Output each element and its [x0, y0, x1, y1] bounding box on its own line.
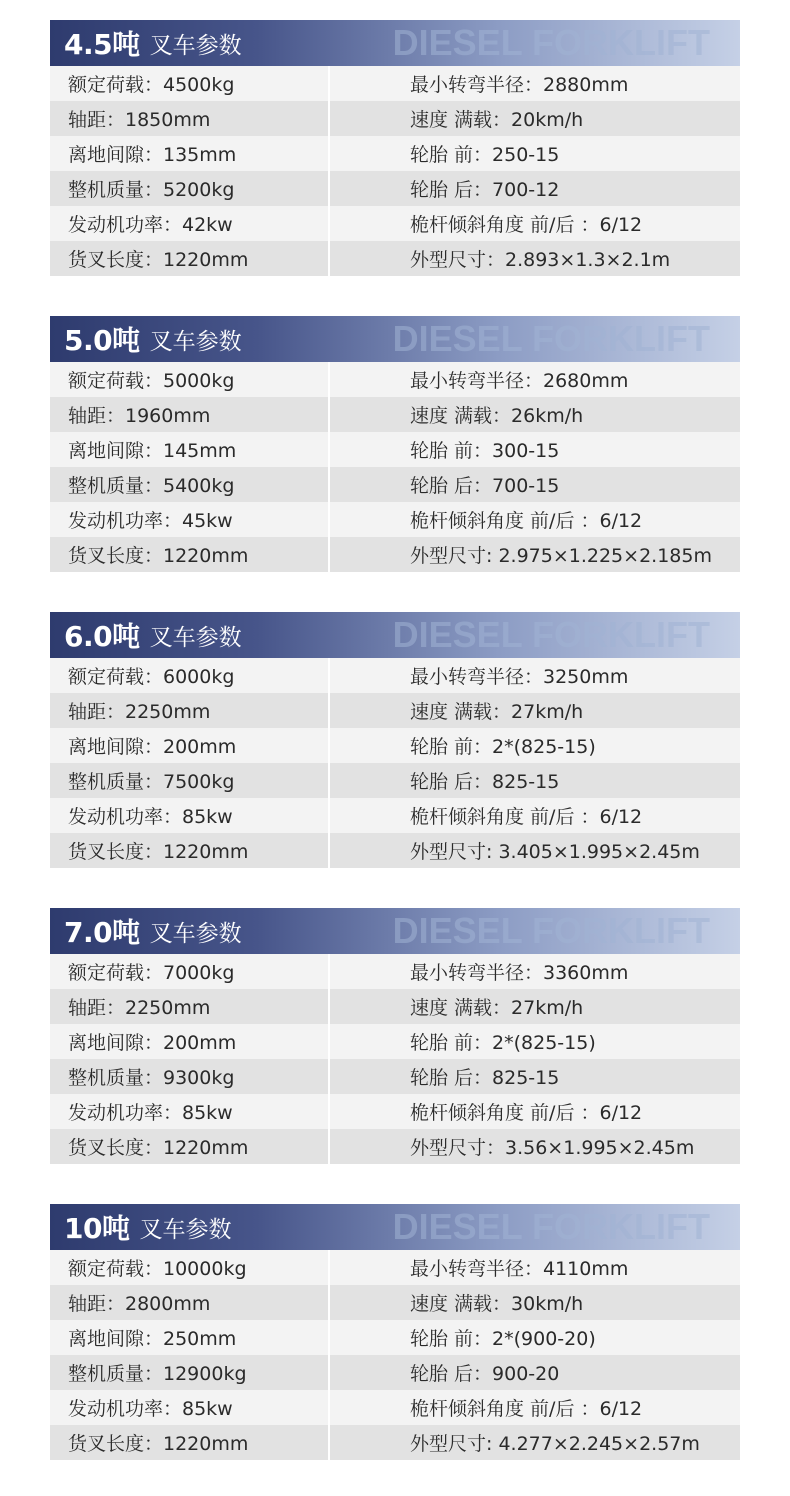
- spec-cell-right: 桅杆倾斜角度 前/后 ：6/12: [410, 1102, 643, 1124]
- header-tonnage: 10吨: [64, 1212, 130, 1245]
- spec-row: [50, 241, 740, 276]
- spec-cell-left: 整机质量：7500kg: [50, 763, 330, 798]
- spec-cell-left: 轴距：2800mm: [50, 1285, 330, 1320]
- spec-cell-left: 离地间隙：200mm: [50, 728, 330, 763]
- spec-row: [50, 1390, 740, 1425]
- spec-row: [50, 206, 740, 241]
- spec-cell-left: 货叉长度：1220mm: [50, 537, 330, 572]
- spec-cell-left: 轴距：2250mm: [50, 989, 330, 1024]
- header-title: [64, 316, 242, 362]
- spec-cell-right: 桅杆倾斜角度 前/后 ：6/12: [410, 806, 643, 828]
- spec-row: [50, 101, 740, 136]
- spec-row: [50, 66, 740, 101]
- spec-row: [50, 502, 740, 537]
- header-tonnage: 6.0吨: [64, 620, 140, 653]
- spec-row: [50, 397, 740, 432]
- spec-row: [50, 362, 740, 397]
- spec-block-7-0t: [50, 908, 740, 1164]
- spec-cell-right: 桅杆倾斜角度 前/后 ：6/12: [410, 214, 643, 236]
- header-title: [64, 908, 242, 954]
- header-watermark: DIESEL FORKLIFT: [392, 1206, 710, 1247]
- spec-block-6-0t: [50, 612, 740, 868]
- spec-cell-left: 货叉长度：1220mm: [50, 241, 330, 276]
- spec-cell-right: 速度 满载：30km/h: [410, 1293, 584, 1315]
- spec-cell-right: 速度 满载：26km/h: [410, 405, 584, 427]
- spec-header: [50, 908, 740, 954]
- spec-row: [50, 1425, 740, 1460]
- header-tonnage: 5.0吨: [64, 324, 140, 357]
- spec-cell-right: 轮胎 前：250-15: [410, 144, 560, 166]
- spec-cell-right: 最小转弯半径：4110mm: [410, 1258, 629, 1280]
- spec-header: [50, 20, 740, 66]
- spec-rows: [50, 362, 740, 572]
- spec-rows: [50, 658, 740, 868]
- spec-cell-left: 货叉长度：1220mm: [50, 1425, 330, 1460]
- spec-row: [50, 467, 740, 502]
- spec-block-5-0t: [50, 316, 740, 572]
- spec-row: [50, 1094, 740, 1129]
- spec-cell-left: 货叉长度：1220mm: [50, 833, 330, 868]
- spec-cell-right: 速度 满载：20km/h: [410, 109, 584, 131]
- spec-cell-left: 发动机功率：85kw: [50, 1094, 330, 1129]
- header-watermark: DIESEL FORKLIFT: [392, 22, 710, 63]
- spec-cell-left: 轴距：1850mm: [50, 101, 330, 136]
- spec-cell-right: 轮胎 前：2*(825-15): [410, 736, 596, 758]
- spec-cell-left: 发动机功率：42kw: [50, 206, 330, 241]
- spec-cell-left: 货叉长度：1220mm: [50, 1129, 330, 1164]
- spec-cell-right: 外型尺寸: 2.975×1.225×2.185m: [410, 545, 712, 567]
- spec-cell-right: 桅杆倾斜角度 前/后 ：6/12: [410, 1398, 643, 1420]
- spec-rows: [50, 1250, 740, 1460]
- spec-row: [50, 728, 740, 763]
- spec-cell-right: 轮胎 前：300-15: [410, 440, 560, 462]
- spec-cell-left: 整机质量：12900kg: [50, 1355, 330, 1390]
- header-title: [64, 1204, 231, 1250]
- header-tonnage: 4.5吨: [64, 28, 140, 61]
- spec-cell-left: 额定荷载：5000kg: [50, 362, 330, 397]
- spec-cell-right: 轮胎 后：825-15: [410, 771, 560, 793]
- spec-row: [50, 763, 740, 798]
- header-watermark: DIESEL FORKLIFT: [392, 910, 710, 951]
- spec-cell-right: 外型尺寸：3.56×1.995×2.45m: [410, 1137, 695, 1159]
- spec-row: [50, 1355, 740, 1390]
- spec-row: [50, 432, 740, 467]
- spec-row: [50, 833, 740, 868]
- spec-cell-right: 速度 满载：27km/h: [410, 997, 584, 1019]
- spec-cell-left: 发动机功率：45kw: [50, 502, 330, 537]
- spec-row: [50, 1320, 740, 1355]
- spec-cell-left: 发动机功率：85kw: [50, 1390, 330, 1425]
- header-subtitle: 叉车参数: [139, 1216, 232, 1243]
- header-subtitle: 叉车参数: [149, 32, 242, 59]
- spec-row: [50, 171, 740, 206]
- spec-row: [50, 1129, 740, 1164]
- spec-cell-left: 发动机功率：85kw: [50, 798, 330, 833]
- spec-cell-left: 离地间隙：145mm: [50, 432, 330, 467]
- spec-cell-right: 速度 满载：27km/h: [410, 701, 584, 723]
- header-tonnage: 7.0吨: [64, 916, 140, 949]
- spec-cell-right: 轮胎 后：700-15: [410, 475, 560, 497]
- spec-cell-left: 离地间隙：250mm: [50, 1320, 330, 1355]
- spec-cell-left: 整机质量：5400kg: [50, 467, 330, 502]
- spec-cell-left: 额定荷载：6000kg: [50, 658, 330, 693]
- spec-cell-right: 最小转弯半径：2880mm: [410, 74, 629, 96]
- spec-cell-left: 轴距：1960mm: [50, 397, 330, 432]
- spec-rows: [50, 954, 740, 1164]
- header-title: [64, 20, 242, 66]
- spec-row: [50, 693, 740, 728]
- spec-row: [50, 989, 740, 1024]
- spec-header: [50, 316, 740, 362]
- spec-cell-left: 额定荷载：7000kg: [50, 954, 330, 989]
- spec-row: [50, 1250, 740, 1285]
- spec-cell-right: 轮胎 后：900-20: [410, 1363, 560, 1385]
- spec-cell-right: 外型尺寸: 3.405×1.995×2.45m: [410, 841, 700, 863]
- spec-header: [50, 612, 740, 658]
- spec-cell-right: 轮胎 前：2*(900-20): [410, 1328, 596, 1350]
- spec-header: [50, 1204, 740, 1250]
- spec-cell-right: 外型尺寸: 4.277×2.245×2.57m: [410, 1433, 700, 1455]
- header-watermark: DIESEL FORKLIFT: [392, 614, 710, 655]
- spec-cell-right: 轮胎 后：700-12: [410, 179, 560, 201]
- spec-cell-left: 整机质量：9300kg: [50, 1059, 330, 1094]
- spec-cell-right: 外型尺寸：2.893×1.3×2.1m: [410, 249, 671, 271]
- header-title: [64, 612, 242, 658]
- spec-cell-left: 离地间隙：200mm: [50, 1024, 330, 1059]
- spec-rows: [50, 66, 740, 276]
- header-subtitle: 叉车参数: [149, 624, 242, 651]
- spec-row: [50, 537, 740, 572]
- spec-block-4-5t: [50, 20, 740, 276]
- spec-row: [50, 136, 740, 171]
- spec-cell-left: 整机质量：5200kg: [50, 171, 330, 206]
- spec-cell-left: 轴距：2250mm: [50, 693, 330, 728]
- spec-row: [50, 798, 740, 833]
- spec-cell-right: 轮胎 后：825-15: [410, 1067, 560, 1089]
- spec-row: [50, 1059, 740, 1094]
- header-subtitle: 叉车参数: [149, 920, 242, 947]
- spec-cell-right: 最小转弯半径：2680mm: [410, 370, 629, 392]
- spec-cell-right: 最小转弯半径：3360mm: [410, 962, 629, 984]
- spec-cell-right: 桅杆倾斜角度 前/后 ：6/12: [410, 510, 643, 532]
- spec-block-10t: [50, 1204, 740, 1460]
- spec-row: [50, 1024, 740, 1059]
- header-watermark: DIESEL FORKLIFT: [392, 318, 710, 359]
- header-subtitle: 叉车参数: [149, 328, 242, 355]
- spec-row: [50, 1285, 740, 1320]
- spec-cell-right: 最小转弯半径：3250mm: [410, 666, 629, 688]
- spec-row: [50, 658, 740, 693]
- spec-row: [50, 954, 740, 989]
- spec-cell-left: 额定荷载：10000kg: [50, 1250, 330, 1285]
- spec-cell-left: 离地间隙：135mm: [50, 136, 330, 171]
- spec-cell-left: 额定荷载：4500kg: [50, 66, 330, 101]
- spec-cell-right: 轮胎 前：2*(825-15): [410, 1032, 596, 1054]
